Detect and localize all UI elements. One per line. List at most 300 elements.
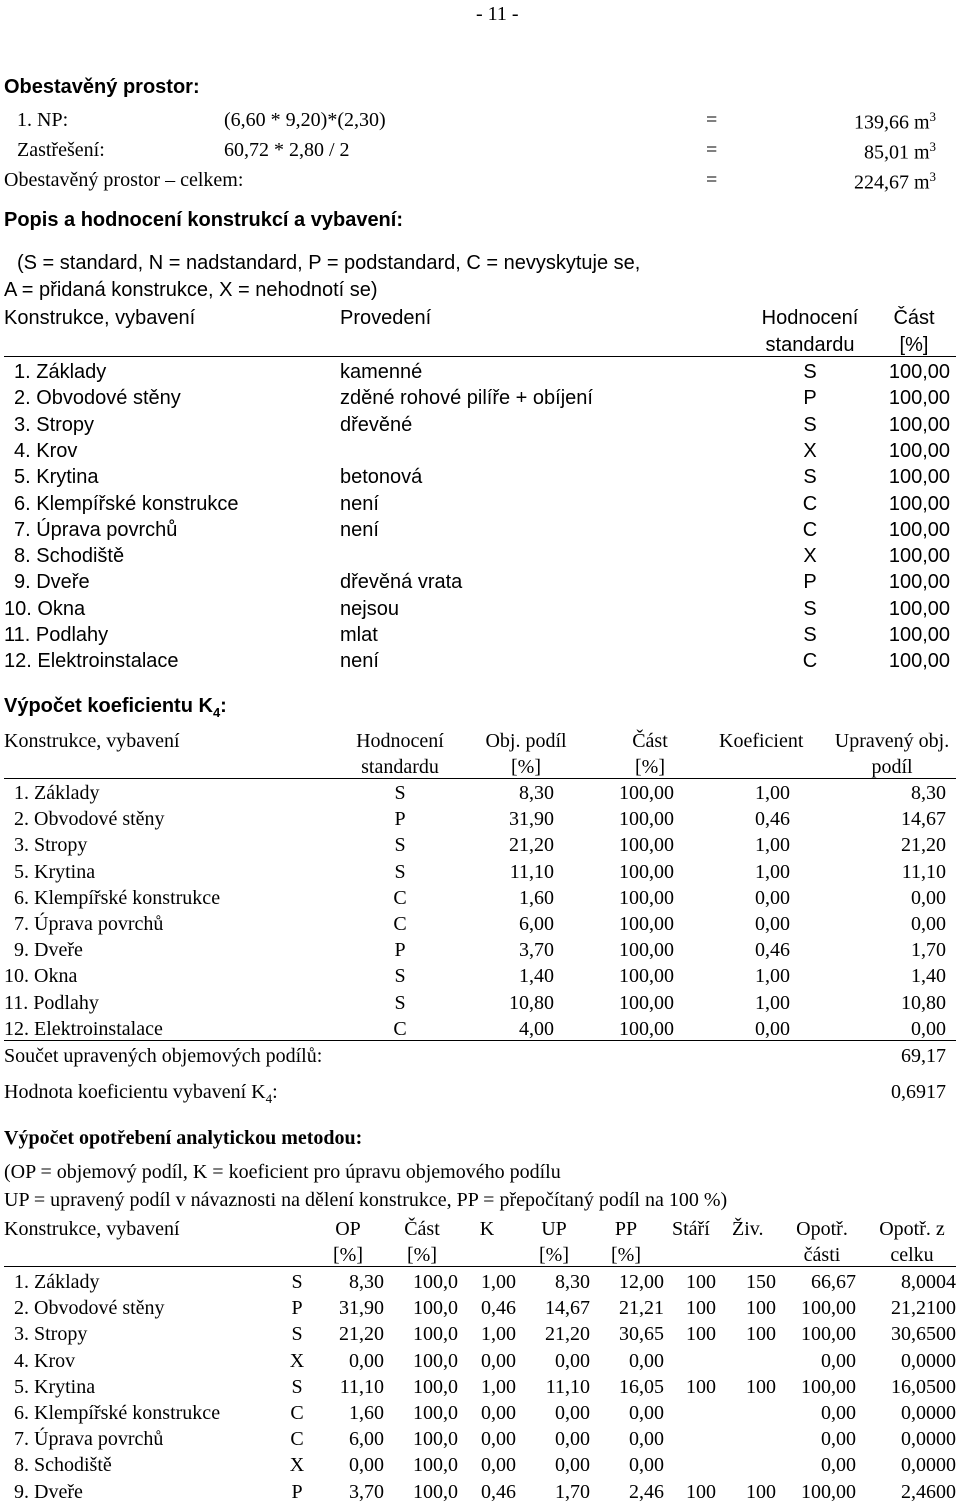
- wear-rating: P: [291, 1480, 303, 1503]
- wear-part: 100,0: [413, 1454, 458, 1477]
- volume-row: [0, 170, 960, 196]
- wear-part-wear: 100,00: [801, 1297, 856, 1320]
- wear-up: 0,00: [555, 1454, 590, 1477]
- wear-construction: 5. Krytina: [14, 1375, 96, 1398]
- wear-rating: S: [291, 1375, 303, 1398]
- wear-header-wp-1: Opotř.: [796, 1218, 848, 1240]
- k4-coef: 1,00: [755, 834, 790, 857]
- k4-coef: 1,00: [755, 782, 790, 804]
- wear-row: [0, 1324, 960, 1350]
- description-row: [0, 546, 960, 572]
- k4-title: [4, 696, 227, 719]
- k4-coef: 1,00: [755, 965, 790, 988]
- wear-header-pp-1: PP: [614, 1218, 638, 1240]
- desc-rating: X: [803, 439, 817, 462]
- desc-rating: P: [803, 571, 817, 594]
- desc-header-rating-2: standardu: [765, 334, 855, 356]
- wear-header-wt-2: celku: [890, 1244, 934, 1266]
- k4-header-adj-1: Upravený obj.: [834, 730, 950, 752]
- k4-obj: 3,70: [519, 939, 554, 962]
- wear-total-wear: 0,0000: [901, 1428, 956, 1451]
- k4-rating: P: [394, 939, 406, 962]
- k4-part: 100,00: [619, 886, 674, 909]
- k4-adj: 0,00: [911, 886, 946, 909]
- volume-value-text: 139,66 m: [853, 111, 930, 134]
- volume-label: Obestavěný prostor – celkem:: [4, 169, 244, 191]
- desc-execution: dřevěné: [340, 413, 413, 436]
- k4-row: [0, 993, 960, 1019]
- wear-legend-line1: (OP = objemový podíl, K = koeficient pro úpravu objemového podílu: [4, 1161, 561, 1183]
- k4-adj: 21,20: [901, 834, 946, 857]
- wear-up: 21,20: [545, 1323, 590, 1346]
- wear-construction: 8. Schodiště: [14, 1454, 112, 1477]
- wear-header-life: Živ.: [732, 1218, 764, 1240]
- wear-part-wear: 0,00: [821, 1428, 856, 1451]
- desc-part: 100,00: [888, 571, 950, 594]
- k4-obj: 1,40: [519, 965, 554, 988]
- wear-legend-line2: UP = upravený podíl v návaznosti na dělení konstrukce, PP = přepočítaný podíl na 100 %): [4, 1189, 728, 1211]
- wear-row: [0, 1298, 960, 1324]
- k4-rating: S: [394, 834, 406, 857]
- description-row: [0, 572, 960, 598]
- wear-rating: X: [289, 1454, 305, 1477]
- k4-rating: C: [393, 886, 407, 909]
- wear-rating: X: [289, 1349, 305, 1372]
- desc-construction: 1. Základy: [14, 361, 107, 383]
- wear-k: 0,00: [481, 1454, 516, 1477]
- k4-row: [0, 888, 960, 914]
- desc-execution: není: [340, 492, 379, 515]
- wear-life: 100: [746, 1375, 776, 1398]
- desc-rating: C: [802, 492, 818, 515]
- wear-part: 100,0: [413, 1271, 458, 1293]
- wear-header-age: Stáří: [672, 1218, 710, 1240]
- k4-coef-label: [4, 1082, 278, 1105]
- wear-construction: 7. Úprava povrchů: [14, 1428, 164, 1451]
- wear-total-wear: 0,0000: [901, 1402, 956, 1424]
- volume-equals: =: [706, 169, 718, 191]
- wear-row: [0, 1429, 960, 1455]
- wear-header-op-2: [%]: [333, 1244, 363, 1266]
- wear-title: Výpočet opotřebení analytickou metodou:: [4, 1127, 363, 1149]
- description-title: Popis a hodnocení konstrukcí a vybavení:: [4, 209, 403, 231]
- wear-header-pp-2: [%]: [611, 1244, 641, 1266]
- wear-pp: 0,00: [629, 1454, 664, 1477]
- k4-part: 100,00: [619, 782, 674, 804]
- description-row: [0, 362, 960, 388]
- k4-construction: 3. Stropy: [14, 834, 88, 857]
- desc-header-execution: Provedení: [340, 307, 432, 329]
- wear-part: 100,0: [413, 1323, 458, 1346]
- desc-execution: mlat: [340, 624, 378, 646]
- desc-execution: dřevěná vrata: [340, 571, 463, 594]
- wear-up: 1,70: [555, 1480, 590, 1503]
- k4-coef-label-end: :: [272, 1081, 278, 1103]
- volume-value: [854, 110, 936, 133]
- desc-header-construction: Konstrukce, vybavení: [4, 307, 196, 329]
- description-row: [0, 520, 960, 546]
- wear-header-k: K: [479, 1218, 495, 1240]
- wear-part-wear: 0,00: [821, 1402, 856, 1424]
- wear-construction: 6. Klempířské konstrukce: [14, 1402, 221, 1424]
- desc-part: 100,00: [888, 492, 950, 515]
- wear-life: 150: [746, 1271, 776, 1293]
- k4-coef: 0,00: [755, 1017, 790, 1040]
- desc-part: 100,00: [888, 439, 950, 462]
- page-number: - 11 -: [476, 3, 519, 25]
- volume-label: Zastřešení:: [17, 139, 105, 161]
- wear-op: 8,30: [349, 1271, 384, 1293]
- k4-part: 100,00: [619, 808, 674, 831]
- description-row: [0, 441, 960, 467]
- wear-age: 100: [686, 1323, 716, 1346]
- wear-row: [0, 1455, 960, 1481]
- desc-rating: P: [803, 387, 817, 410]
- k4-row: [0, 809, 960, 835]
- volume-row: [0, 110, 960, 136]
- k4-part: 100,00: [619, 965, 674, 988]
- description-row: [0, 415, 960, 441]
- k4-adj: 8,30: [911, 782, 946, 804]
- desc-header-rating-1: Hodnocení: [761, 307, 859, 329]
- wear-op: 3,70: [349, 1480, 384, 1503]
- k4-header-construction: Konstrukce, vybavení: [4, 730, 180, 752]
- wear-construction: 3. Stropy: [14, 1323, 88, 1346]
- wear-k: 0,46: [481, 1297, 516, 1320]
- k4-rating: S: [394, 860, 406, 883]
- wear-part: 100,0: [413, 1375, 458, 1398]
- desc-header-part-2: [%]: [899, 334, 929, 356]
- wear-part: 100,0: [413, 1402, 458, 1424]
- desc-part: 100,00: [888, 466, 950, 489]
- wear-age: 100: [686, 1271, 716, 1293]
- wear-op: 1,60: [349, 1402, 384, 1424]
- k4-obj: 21,20: [509, 834, 554, 857]
- k4-sum-label: Součet upravených objemových podílů:: [4, 1045, 323, 1067]
- wear-k: 1,00: [481, 1323, 516, 1346]
- desc-part: 100,00: [888, 624, 950, 646]
- wear-part-wear: 100,00: [801, 1480, 856, 1503]
- volume-unit-sup: 3: [929, 169, 936, 184]
- wear-pp: 0,00: [629, 1428, 664, 1451]
- volume-value-text: 85,01 m: [863, 141, 930, 164]
- k4-part: 100,00: [619, 913, 674, 935]
- k4-title-end: :: [220, 695, 227, 717]
- wear-part-wear: 66,67: [811, 1271, 856, 1293]
- volume-equals: =: [706, 109, 718, 131]
- volume-formula: 60,72 * 2,80 / 2: [224, 139, 350, 161]
- k4-header-adj-2: podíl: [871, 756, 913, 778]
- desc-construction: 2. Obvodové stěny: [14, 387, 181, 410]
- wear-part: 100,0: [413, 1428, 458, 1451]
- volume-equals: =: [706, 139, 718, 161]
- wear-total-wear: 21,2100: [891, 1297, 956, 1320]
- k4-rating: S: [394, 991, 406, 1014]
- desc-part: 100,00: [888, 545, 950, 568]
- desc-part: 100,00: [888, 518, 950, 541]
- desc-rating: C: [802, 650, 818, 673]
- k4-adj: 1,70: [911, 939, 946, 962]
- desc-construction: 4. Krov: [14, 439, 78, 462]
- wear-k: 0,46: [481, 1480, 516, 1503]
- desc-part: 100,00: [888, 597, 950, 620]
- wear-up: 0,00: [555, 1349, 590, 1372]
- desc-rating: S: [803, 361, 817, 383]
- wear-up: 0,00: [555, 1402, 590, 1424]
- desc-part: 100,00: [888, 361, 950, 383]
- k4-header-rating-1: Hodnocení: [356, 730, 444, 752]
- wear-part: 100,0: [413, 1349, 458, 1372]
- wear-header-construction: Konstrukce, vybavení: [4, 1218, 180, 1240]
- desc-construction: 9. Dveře: [14, 571, 90, 594]
- wear-header-wt-1: Opotř. z: [879, 1218, 945, 1240]
- wear-rating: S: [291, 1271, 303, 1293]
- desc-execution: zděné rohové pilíře + obíjení: [340, 387, 593, 410]
- k4-header-obj-1: Obj. podíl: [485, 730, 567, 752]
- wear-age: 100: [686, 1375, 716, 1398]
- wear-row: [0, 1482, 960, 1508]
- k4-sum-value: 69,17: [901, 1045, 946, 1067]
- k4-title-sub: 4: [212, 705, 221, 720]
- wear-total-wear: 0,0000: [901, 1454, 956, 1477]
- description-legend-line1: (S = standard, N = nadstandard, P = podstandard, C = nevyskytuje se,: [17, 252, 641, 274]
- wear-total-wear: 8,0004: [901, 1271, 956, 1293]
- wear-k: 0,00: [481, 1428, 516, 1451]
- wear-total-wear: 30,6500: [891, 1323, 956, 1346]
- k4-obj: 8,30: [519, 782, 554, 804]
- k4-adj: 11,10: [901, 860, 946, 883]
- k4-construction: 10. Okna: [4, 965, 78, 988]
- volume-row: [0, 140, 960, 166]
- k4-adj: 14,67: [901, 808, 946, 831]
- wear-op: 0,00: [349, 1349, 384, 1372]
- desc-construction: 7. Úprava povrchů: [14, 518, 178, 541]
- wear-header-part-2: [%]: [407, 1244, 437, 1266]
- desc-rating: C: [802, 518, 818, 541]
- wear-total-wear: 2,4600: [901, 1480, 956, 1503]
- k4-row: [0, 783, 960, 809]
- wear-rating: P: [291, 1297, 303, 1320]
- k4-construction: 11. Podlahy: [4, 991, 99, 1014]
- wear-op: 11,10: [339, 1375, 384, 1398]
- k4-coef: 0,00: [755, 913, 790, 935]
- volume-value: [854, 170, 936, 193]
- k4-coef: 1,00: [755, 991, 790, 1014]
- wear-age: 100: [686, 1297, 716, 1320]
- k4-header-rating-2: standardu: [361, 756, 439, 778]
- wear-header-up-1: UP: [541, 1218, 567, 1240]
- desc-header-part-1: Část: [893, 307, 935, 329]
- wear-up: 0,00: [555, 1428, 590, 1451]
- wear-pp: 0,00: [629, 1402, 664, 1424]
- wear-row: [0, 1272, 960, 1298]
- k4-coef: 0,46: [755, 939, 790, 962]
- k4-part: 100,00: [619, 834, 674, 857]
- description-row: [0, 599, 960, 625]
- desc-part: 100,00: [888, 387, 950, 410]
- k4-adj: 0,00: [911, 1017, 946, 1040]
- wear-construction: 9. Dveře: [14, 1480, 83, 1503]
- k4-coef: 1,00: [755, 860, 790, 883]
- k4-adj: 1,40: [911, 965, 946, 988]
- k4-row: [0, 835, 960, 861]
- k4-obj: 31,90: [509, 808, 554, 831]
- wear-k: 0,00: [481, 1349, 516, 1372]
- k4-coef: 0,46: [755, 808, 790, 831]
- wear-op: 21,20: [339, 1323, 384, 1346]
- desc-execution: není: [340, 650, 379, 673]
- wear-header-rule: [4, 1266, 956, 1267]
- wear-construction: 1. Základy: [14, 1271, 100, 1293]
- wear-row: [0, 1351, 960, 1377]
- volume-unit-sup: 3: [929, 139, 936, 154]
- wear-header-op-1: OP: [335, 1218, 361, 1240]
- k4-obj: 1,60: [519, 886, 554, 909]
- wear-pp: 16,05: [619, 1375, 664, 1398]
- k4-rating: S: [394, 965, 406, 988]
- desc-execution: kamenné: [340, 361, 423, 383]
- k4-footer-rule: [4, 1040, 956, 1041]
- k4-construction: 9. Dveře: [14, 939, 83, 962]
- k4-header-part-1: Část: [632, 730, 668, 752]
- desc-part: 100,00: [888, 413, 950, 436]
- desc-construction: 10. Okna: [4, 597, 86, 620]
- k4-row: [0, 862, 960, 888]
- wear-construction: 2. Obvodové stěny: [14, 1297, 165, 1320]
- desc-construction: 6. Klempířské konstrukce: [14, 492, 239, 515]
- desc-construction: 11. Podlahy: [4, 624, 109, 646]
- wear-construction: 4. Krov: [14, 1349, 76, 1372]
- wear-life: 100: [746, 1297, 776, 1320]
- wear-pp: 30,65: [619, 1323, 664, 1346]
- k4-header-coef: Koeficient: [719, 730, 804, 752]
- desc-execution: nejsou: [340, 597, 399, 620]
- k4-part: 100,00: [619, 1017, 674, 1040]
- wear-pp: 21,21: [619, 1297, 664, 1320]
- wear-total-wear: 16,0500: [891, 1375, 956, 1398]
- desc-rating: S: [803, 413, 817, 436]
- description-row: [0, 625, 960, 651]
- wear-op: 0,00: [349, 1454, 384, 1477]
- k4-part: 100,00: [619, 939, 674, 962]
- wear-header-up-2: [%]: [539, 1244, 569, 1266]
- wear-rating: C: [290, 1402, 304, 1424]
- desc-construction: 8. Schodiště: [14, 545, 125, 568]
- wear-part-wear: 0,00: [821, 1454, 856, 1477]
- wear-row: [0, 1403, 960, 1429]
- wear-part: 100,0: [413, 1297, 458, 1320]
- k4-part: 100,00: [619, 860, 674, 883]
- wear-k: 1,00: [481, 1375, 516, 1398]
- k4-row: [0, 940, 960, 966]
- volume-value: [864, 140, 936, 163]
- wear-up: 8,30: [555, 1271, 590, 1293]
- volume-title: Obestavěný prostor:: [4, 76, 200, 98]
- k4-obj: 11,10: [509, 860, 554, 883]
- k4-row: [0, 914, 960, 940]
- wear-up: 14,67: [545, 1297, 590, 1320]
- wear-header-part-1: Část: [404, 1218, 440, 1240]
- k4-part: 100,00: [619, 991, 674, 1014]
- wear-life: 100: [746, 1323, 776, 1346]
- k4-rating: C: [393, 913, 407, 935]
- desc-part: 100,00: [888, 650, 950, 673]
- wear-age: 100: [686, 1480, 716, 1503]
- wear-k: 0,00: [481, 1402, 516, 1424]
- k4-construction: 7. Úprava povrchů: [14, 913, 164, 935]
- wear-part: 100,0: [413, 1480, 458, 1503]
- desc-execution: betonová: [340, 466, 423, 489]
- k4-construction: 5. Krytina: [14, 860, 96, 883]
- wear-row: [0, 1377, 960, 1403]
- k4-rating: P: [394, 808, 406, 831]
- k4-title-text: Výpočet koeficientu K: [4, 695, 213, 717]
- desc-execution: není: [340, 518, 379, 541]
- k4-obj: 4,00: [519, 1017, 554, 1040]
- wear-op: 31,90: [339, 1297, 384, 1320]
- k4-header-rule: [4, 778, 956, 779]
- wear-rating: C: [290, 1428, 304, 1451]
- wear-pp: 12,00: [619, 1271, 664, 1293]
- volume-unit-sup: 3: [929, 109, 936, 124]
- wear-part-wear: 100,00: [801, 1323, 856, 1346]
- k4-rating: S: [394, 782, 406, 804]
- wear-header-wp-2: části: [803, 1244, 841, 1266]
- wear-op: 6,00: [349, 1428, 384, 1451]
- k4-adj: 10,80: [901, 991, 946, 1014]
- description-row: [0, 388, 960, 414]
- volume-value-text: 224,67 m: [853, 171, 930, 194]
- desc-rating: X: [803, 545, 817, 568]
- desc-header-rule: [4, 356, 956, 357]
- description-row: [0, 494, 960, 520]
- wear-k: 1,00: [481, 1271, 516, 1293]
- wear-part-wear: 0,00: [821, 1349, 856, 1372]
- desc-rating: S: [803, 597, 817, 620]
- k4-rating: C: [393, 1017, 407, 1040]
- wear-life: 100: [746, 1480, 776, 1503]
- desc-rating: S: [803, 624, 817, 646]
- wear-rating: S: [291, 1323, 303, 1346]
- k4-header-part-2: [%]: [635, 756, 665, 778]
- wear-up: 11,10: [545, 1375, 590, 1398]
- wear-part-wear: 100,00: [801, 1375, 856, 1398]
- desc-construction: 12. Elektroinstalace: [4, 650, 179, 673]
- k4-adj: 0,00: [911, 913, 946, 935]
- volume-formula: (6,60 * 9,20)*(2,30): [224, 109, 386, 131]
- k4-coef-label-sub: 4: [265, 1091, 273, 1106]
- k4-coef-value: 0,6917: [891, 1081, 946, 1103]
- wear-pp: 2,46: [629, 1480, 664, 1503]
- k4-construction: 2. Obvodové stěny: [14, 808, 165, 831]
- k4-construction: 1. Základy: [14, 782, 100, 804]
- description-legend-line2: A = přidaná konstrukce, X = nehodnotí se): [4, 279, 378, 301]
- desc-construction: 5. Krytina: [14, 466, 99, 489]
- wear-total-wear: 0,0000: [901, 1349, 956, 1372]
- desc-rating: S: [803, 466, 817, 489]
- desc-construction: 3. Stropy: [14, 413, 95, 436]
- k4-coef: 0,00: [755, 886, 790, 909]
- k4-header-obj-2: [%]: [511, 756, 541, 778]
- wear-pp: 0,00: [629, 1349, 664, 1372]
- k4-row: [0, 966, 960, 992]
- k4-construction: 6. Klempířské konstrukce: [14, 886, 221, 909]
- description-row: [0, 651, 960, 677]
- volume-label: 1. NP:: [17, 109, 69, 131]
- k4-obj: 6,00: [519, 913, 554, 935]
- k4-construction: 12. Elektroinstalace: [4, 1017, 163, 1040]
- description-row: [0, 467, 960, 493]
